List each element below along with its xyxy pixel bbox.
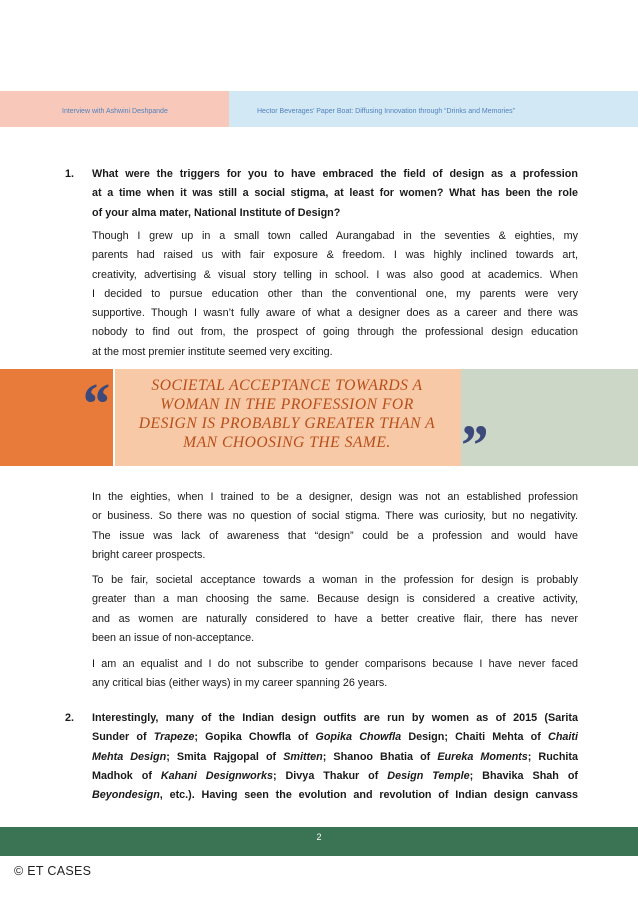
- question-line: What were the triggers for you to have embraced the field of design as a profession: [92, 168, 578, 180]
- pull-quote-line: DESIGN IS PROBABLY GREATER THAN A: [138, 415, 436, 432]
- text-line: nobody to find out from, the prospect of going through the professional design education: [92, 326, 578, 339]
- pull-quote-band: [0, 369, 638, 478]
- text-line: I decided to pursue education other than the conventional one, my parents were very: [92, 287, 578, 300]
- question-line: Interestingly, many of the Indian design outfits are run by women as of 2015 (Sarita: [92, 712, 578, 724]
- text-line: and as women are naturally considered to have a better creative flair, there has never: [92, 612, 578, 625]
- pull-quote-text: [118, 376, 456, 452]
- answer-paragraph-2: [92, 488, 578, 565]
- text-line: or business. So there was no question of social stigma. There was curiosity, but no negativity.: [92, 510, 578, 523]
- page-number: 2: [316, 832, 322, 842]
- close-quote-icon: ”: [458, 413, 487, 478]
- question-line: Madhok of Kahani Designworks; Divya Thakur of Design Temple; Bhavika Shah of: [92, 769, 579, 782]
- text-line: greater than a man choosing the same. Because design is considered a creative activity,: [92, 593, 578, 606]
- text-line: supportive. Though I wasn’t fully aware of what a designer does as a career and there was: [92, 307, 578, 320]
- question-line: at a time when it was still a social stigma, at least for women? What has been the role: [92, 187, 578, 200]
- text-line: any critical bias (either ways) in my career spanning 26 years.: [92, 677, 388, 690]
- question-line: Mehta Design; Smita Rajgopal of Smitten; Shanoo Bhatia of Eureka Moments; Ruchita: [92, 750, 579, 763]
- text-line: been an issue of non-acceptance.: [92, 631, 255, 644]
- answer-paragraph-3: [92, 571, 578, 648]
- answer-paragraph-1: [92, 227, 578, 362]
- header-right-title: Hector Beverages’ Paper Boat: Diffusing Innovation through “Drinks and Memories”: [257, 108, 515, 115]
- text-line: In the eighties, when I trained to be a designer, design was not an established profession: [92, 491, 578, 503]
- text-line: creativity, advertising & visual story telling in school. I was also good at academics. When: [92, 268, 578, 281]
- answer-paragraph-4: [92, 655, 578, 694]
- header-left-title: Interview with Ashwini Deshpande: [62, 108, 168, 115]
- pull-quote-line: WOMAN IN THE PROFESSION FOR: [160, 396, 414, 413]
- question-line: Sunder of Trapeze; Gopika Chowfla of Gopika Chowfla Design; Chaiti Mehta of Chaiti: [92, 731, 579, 744]
- question-2: [65, 709, 579, 805]
- question-line: of your alma mater, National Institute of Design?: [92, 206, 341, 219]
- quote-band-right: [461, 369, 638, 466]
- text-line: parents had raised us with fair exposure & freedom. I was highly inclined towards art,: [92, 249, 578, 262]
- pull-quote-line: SOCIETAL ACCEPTANCE TOWARDS A: [151, 377, 423, 394]
- question-number: 2.: [65, 712, 75, 724]
- text-line: To be fair, societal acceptance towards a woman in the profession for design is probably: [92, 574, 578, 586]
- question-line: Beyondesign, etc.). Having seen the evolution and revolution of Indian design canvass: [92, 789, 578, 802]
- text-line: bright career prospects.: [92, 548, 206, 561]
- question-number: 1.: [65, 168, 75, 180]
- question-1: [65, 165, 578, 223]
- open-quote-icon: “: [80, 371, 109, 436]
- text-line: I am an equalist and I do not subscribe to gender comparisons because I have never faced: [92, 658, 578, 670]
- text-line: Though I grew up in a small town called Aurangabad in the seventies & eighties, my: [92, 230, 578, 242]
- pull-quote-line: MAN CHOOSING THE SAME.: [183, 434, 391, 451]
- copyright-notice: © ET CASES: [14, 864, 92, 878]
- running-header: [0, 91, 638, 127]
- text-line: The issue was lack of awareness that “design” could be a profession and would have: [92, 529, 578, 542]
- text-line: at the most premier institute seemed very exciting.: [92, 345, 333, 358]
